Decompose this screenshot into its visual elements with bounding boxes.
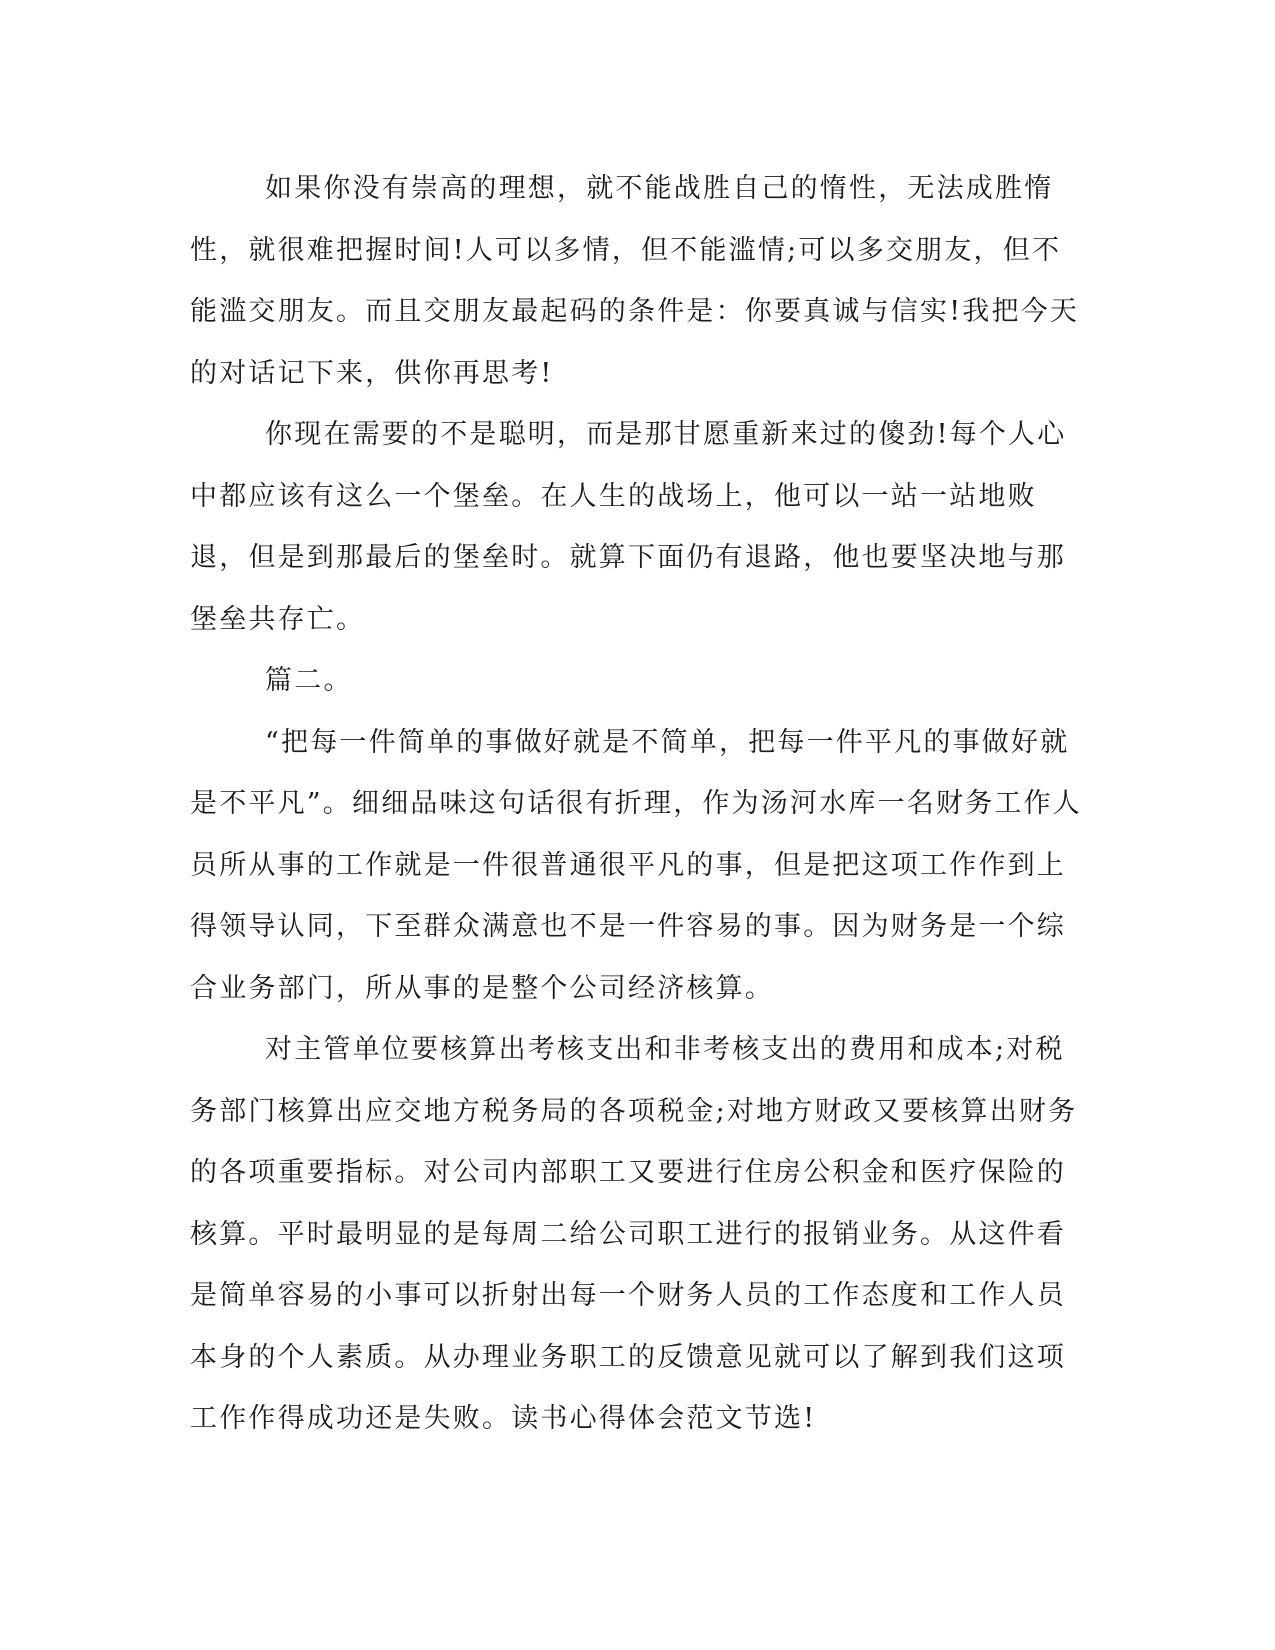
paragraph-accounting-duties: 对主管单位要核算出考核支出和非考核支出的费用和成本;对税务部门核算出应交地方税务局的各项税金;对地方财政又要核算出财务的各项重要指标。对公司内部职工又要进行住房公积金和医疗保险的核算。平时最明显的是每周二给公司职工进行的报销业务。从这件看是简单容易的小事可以折射出每一个财务人员的工作态度和工作人员本身的个人素质。从办理业务职工的反馈意见就可以了解到我们这项工作作得成功还是失败。读书心得体会范文节选! <box>190 1034 1078 1434</box>
paragraph-simple-things: “把每一件简单的事做好就是不简单，把每一件平凡的事做好就是不平凡”。细细品味这句话很有折理，作为汤河水库一名财务工作人员所从事的工作就是一件很普通很平凡的事，但是把这项工作作到上得领导认同，下至群众满意也不是一件容易的事。因为财务是一个综合业务部门，所从事的是整个公司经济核算。 <box>190 726 1083 1004</box>
paragraph-fortress: 你现在需要的不是聪明，而是那甘愿重新来过的傻劲!每个人心中都应该有这么一个堡垒。在人生的战场上，他可以一站一站地败退，但是到那最后的堡垒时。就算下面仍有退路，他也要坚决地与那堡垒共存亡。 <box>190 419 1067 635</box>
section-heading: 篇二。 <box>265 665 353 696</box>
document-body <box>190 158 1085 1450</box>
paragraph-ideals: 如果你没有崇高的理想，就不能战胜自己的惰性，无法成胜惰性，就很难把握时间!人可以多情，但不能滥情;可以多交朋友，但不能滥交朋友。而且交朋友最起码的条件是：你要真诚与信实!我把今天的对话记下来，供你再思考! <box>190 173 1080 389</box>
